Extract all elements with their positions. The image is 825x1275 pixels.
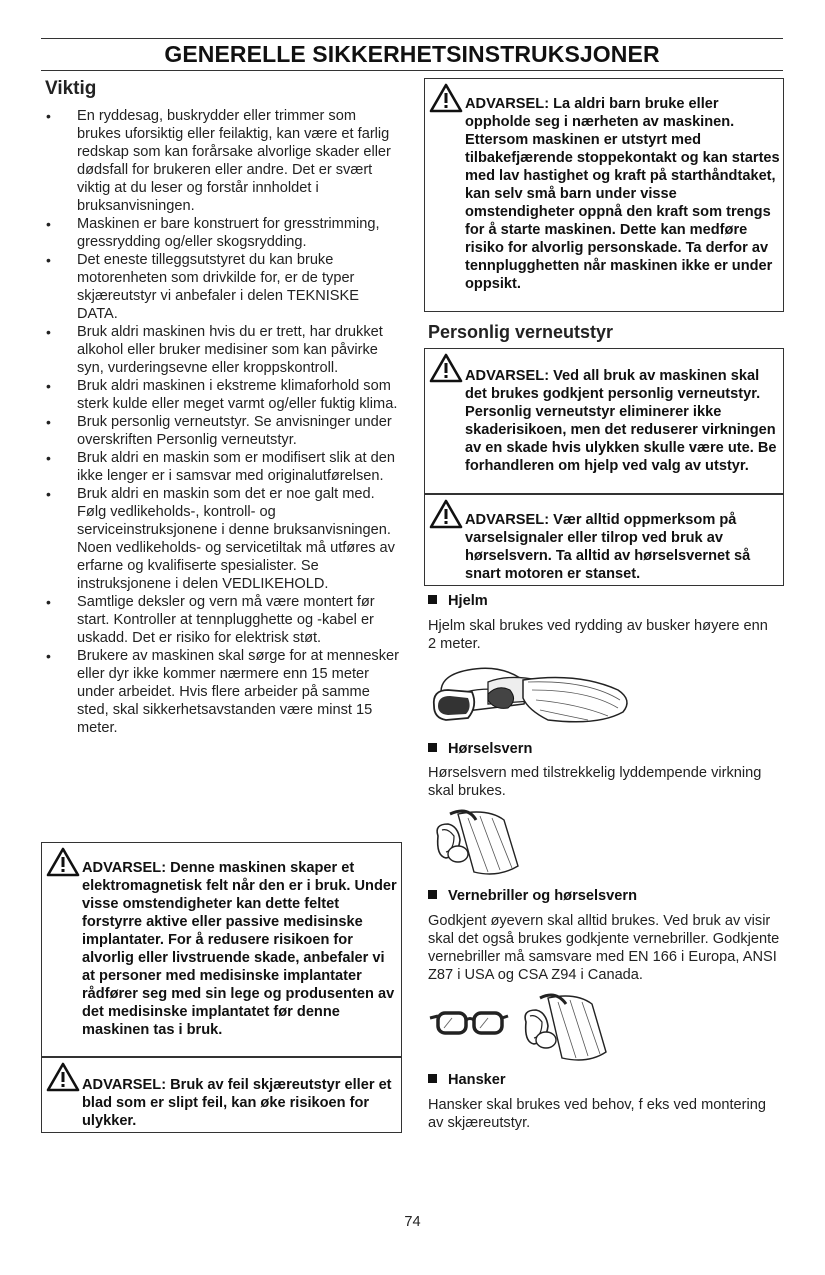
helmet-heading (428, 592, 488, 610)
page-title: GENERELLE SIKKERHETSINSTRUKSJONER (164, 41, 660, 67)
bullet-item: • Brukere av maskinen skal sørge for at mennesker eller dyr ikke kommer nærmere enn 15 meter under arbeidet. Hvis flere arbeider på samme sted, skal sikkerhetsavstanden være minst 15 meter. (43, 647, 399, 737)
helmet-heading-label: Hjelm (448, 593, 488, 609)
bullet-item: • En ryddesag, buskrydder eller trimmer som brukes uforsiktig eller feilaktig, kan være et farlig redskap som kan forårsake alvorlige skader eller dødsfall for brukeren eller andre. Det er svært viktig at du leser og forstår innholdet i bruksanvisningen. (43, 107, 399, 215)
section-heading-ppe: Personlig verneutstyr (428, 322, 614, 342)
gloves-heading-label: Hansker (448, 1072, 506, 1088)
warning-triangle-icon (429, 353, 463, 383)
warning-box-signals (424, 494, 784, 586)
warning-box-blade (41, 1057, 402, 1133)
section-heading-viktig: Viktig (45, 78, 97, 99)
warning-triangle-icon (46, 1062, 80, 1092)
bullet-item: • Det eneste tilleggsutstyret du kan bruke motorenheten som drivkilde for, er de typer skjæreutstyr vi anbefaler i delen TEKNISKE DATA. (43, 251, 399, 323)
warning-triangle-icon (46, 847, 80, 877)
glasses-heading (428, 887, 637, 905)
warning-box-ppe (424, 348, 784, 494)
glasses-heading-label: Vernebriller og hørselsvern (448, 888, 637, 904)
square-bullet-icon (428, 743, 437, 752)
hearing-text: Hørselsvern med tilstrekkelig lyddempende virkning skal brukes. (428, 765, 762, 799)
visor-hearing-illustration (518, 992, 610, 1064)
bullet-item: • Bruk aldri maskinen i ekstreme klimaforhold som sterk kulde eller meget varmt og/eller fuktig klima. (43, 377, 399, 413)
warning-box-children (424, 78, 784, 312)
helmet-text: Hjelm skal brukes ved rydding av busker høyere enn 2 meter. (428, 618, 768, 652)
important-bullet-list (43, 107, 399, 737)
helmet-visor-illustration (428, 660, 638, 735)
warning-text: ADVARSEL: Vær alltid oppmerksom på varselsignaler eller tilrop ved bruk av hørselsvern. Ta alltid av hørselsvernet så snart motoren er stanset. (465, 512, 751, 582)
bullet-item: • Bruk personlig verneutstyr. Se anvisninger under overskriften Personlig verneutstyr. (43, 413, 399, 449)
bullet-item: • Maskinen er bare konstruert for gresstrimming, gressrydding og/eller skogsrydding. (43, 215, 399, 251)
page-number: 74 (404, 1214, 421, 1230)
warning-text: ADVARSEL: Bruk av feil skjæreutstyr eller et blad som er slipt feil, kan øke risikoen for ulykker. (82, 1077, 392, 1129)
hearing-heading-label: Hørselsvern (448, 741, 533, 757)
warning-triangle-icon (429, 83, 463, 113)
bullet-item: • Bruk aldri en maskin som er modifisert slik at den ikke lenger er i samsvar med originalutførelsen. (43, 449, 399, 485)
square-bullet-icon (428, 890, 437, 899)
square-bullet-icon (428, 1074, 437, 1083)
glasses-text: Godkjent øyevern skal alltid brukes. Ved bruk av visir skal det også brukes godkjente vernebriller. Godkjente vernebriller må samsvare med EN 166 i Europa, ANSI Z87 i USA og CSA Z94 i Canada. (428, 913, 780, 983)
bullet-item: • Bruk aldri maskinen hvis du er trett, har drukket alkohol eller bruker medisiner som kan påvirke syn, vurderingsevne eller kroppskontroll. (43, 323, 399, 377)
warning-text: ADVARSEL: La aldri barn bruke eller oppholde seg i nærheten av maskinen. Ettersom maskinen er utstyrt med tilbakefjærende stoppekontakt og kan startes med lav hastighet og kraft på starthåndtaket, kan selv små barn under visse omstendigheter oppnå den kraft som trengs for å starte maskinen. Dette kan medføre risiko for alvorlig personskade. Ta derfor av tennplugghetten når maskinen ikke er under oppsikt. (465, 96, 780, 292)
title-underline (41, 70, 783, 71)
bullet-item: • Bruk aldri en maskin som det er noe galt med. Følg vedlikeholds-, kontroll- og serviceinstruksjonene i denne bruksanvisningen. Noen vedlikeholds- og servicetiltak må utføres av erfarne og kvalifiserte spesialister. Se instruksjonene i delen VEDLIKEHOLD. (43, 485, 399, 593)
hearing-protection-illustration (428, 806, 523, 878)
bullet-item: • Samtlige deksler og vern må være montert før start. Kontroller at tennplugghette og -kabel er uskadd. Det er risiko for elektrisk støt. (43, 593, 399, 647)
warning-triangle-icon (429, 499, 463, 529)
gloves-text: Hansker skal brukes ved behov, f eks ved montering av skjæreutstyr. (428, 1097, 766, 1131)
safety-glasses-illustration (428, 1008, 510, 1038)
square-bullet-icon (428, 595, 437, 604)
top-rule (41, 38, 783, 39)
hearing-heading (428, 740, 532, 758)
warning-text: ADVARSEL: Denne maskinen skaper et elektromagnetisk felt når den er i bruk. Under visse omstendigheter kan dette feltet forstyrre aktive eller passive medisinske implantater. For å redusere risikoen for alvorlig eller livstruende skade, anbefaler vi at personer med medisinske implantater rådfører seg med sin lege og produsenten av det medisinske implantatet før denne maskinen tas i bruk. (82, 860, 397, 1038)
warning-box-emf (41, 842, 402, 1057)
gloves-heading (428, 1071, 506, 1089)
warning-text: ADVARSEL: Ved all bruk av maskinen skal det brukes godkjent personlig verneutstyr. Personlig verneutstyr eliminerer ikke skaderisikoen, men det reduserer virkningen av en skade hvis ulykken skulle være ute. Be forhandleren om hjelp ved valg av utstyr. (465, 368, 777, 474)
